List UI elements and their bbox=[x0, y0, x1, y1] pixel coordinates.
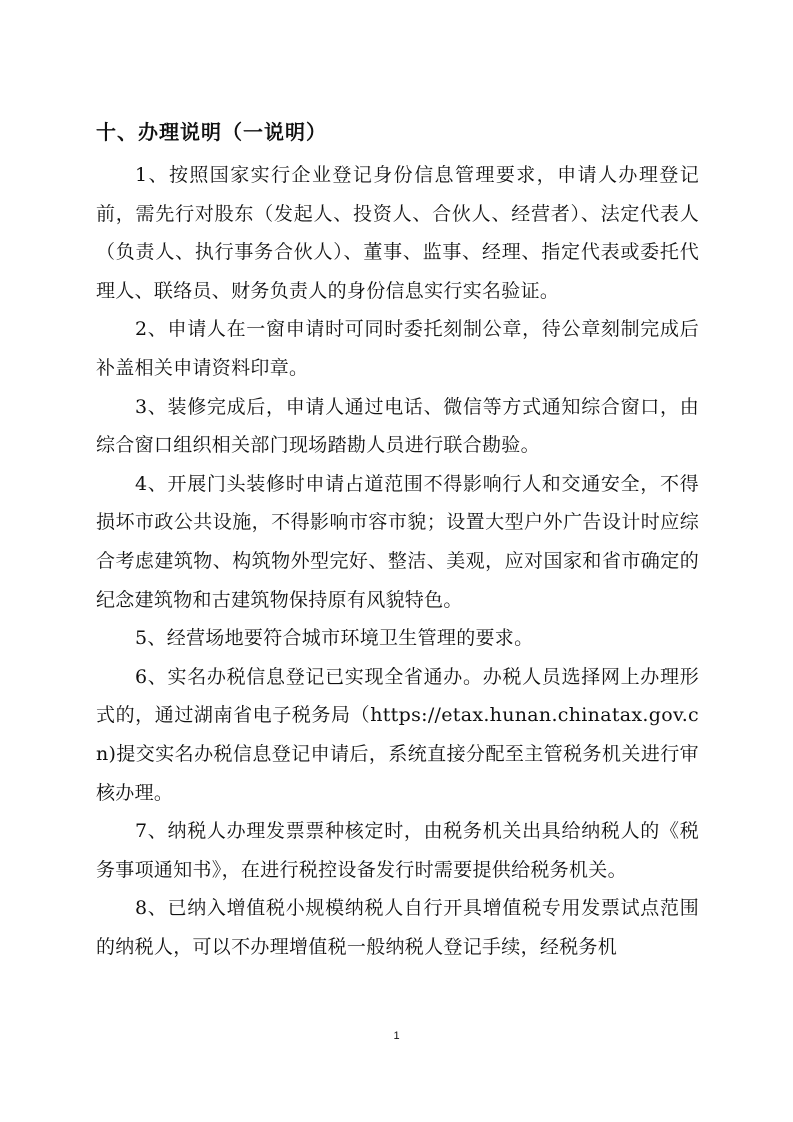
paragraph-8: 8、已纳入增值税小规模纳税人自行开具增值税专用发票试点范围的纳税人，可以不办理增值税一般纳税人登记手续，经税务机 bbox=[96, 897, 699, 958]
paragraph-5: 5、经营场地要符合城市环境卫生管理的要求。 bbox=[135, 627, 534, 650]
paragraph-7: 7、纳税人办理发票票种核定时，由税务机关出具给纳税人的《税务事项通知书》，在进行税控设备发行时需要提供给税务机关。 bbox=[96, 820, 699, 881]
body-text bbox=[96, 156, 699, 966]
paragraph-2: 2、申请人在一窗申请时可同时委托刻制公章，待公章刻制完成后补盖相关申请资料印章。 bbox=[96, 318, 699, 379]
section-title: 十、办理说明（一说明） bbox=[96, 120, 327, 144]
paragraph-3: 3、装修完成后，申请人通过电话、微信等方式通知综合窗口，由综合窗口组织相关部门现场踏勘人员进行联合勘验。 bbox=[96, 395, 699, 457]
paragraph-4: 4、开展门头装修时申请占道范围不得影响行人和交通安全，不得损坏市政公共设施，不得影响市容市貌；设置大型户外广告设计时应综合考虑建筑物、构筑物外型完好、整洁、美观，应对国家和省市确定的纪念建筑物和古建筑物保持原有风貌特色。 bbox=[96, 472, 699, 611]
page-number: 1 bbox=[393, 1030, 400, 1042]
paragraph-6: 6、实名办税信息登记已实现全省通办。办税人员选择网上办理形式的，通过湖南省电子税务局（https://etax.hunan.chinatax.gov.cn)提交实名办税信息登记申请后，系统直接分配至主管税务机关进行审核办理。 bbox=[96, 665, 699, 804]
paragraph-1: 1、按照国家实行企业登记身份信息管理要求，申请人办理登记前，需先行对股东（发起人、投资人、合伙人、经营者）、法定代表人（负责人、执行事务合伙人）、董事、监事、经理、指定代表或委托代理人、联络员、财务负责人的身份信息实行实名验证。 bbox=[96, 164, 699, 302]
